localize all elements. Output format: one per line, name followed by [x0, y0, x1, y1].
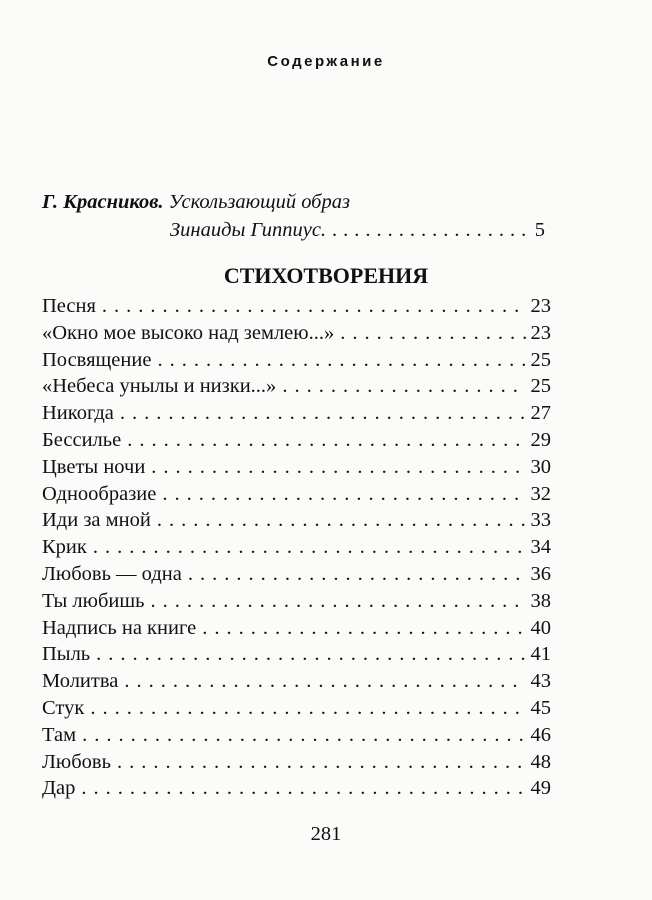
- toc-list: [42, 293, 551, 802]
- dot-leader: [150, 588, 525, 615]
- dot-leader: [340, 320, 525, 347]
- toc-entry[interactable]: [42, 615, 551, 642]
- toc-entry-title: Любовь: [42, 750, 111, 773]
- toc-entry-title: Стук: [42, 696, 85, 719]
- toc-entry-title: Пыль: [42, 643, 91, 666]
- toc-entry[interactable]: [42, 668, 551, 695]
- dot-leader: [117, 749, 526, 776]
- toc-entry-title: «Небеса унылы и низки...»: [42, 375, 277, 398]
- toc-entry-page: 32: [530, 482, 551, 505]
- toc-entry[interactable]: [42, 695, 551, 722]
- essay-line-2: [42, 216, 545, 244]
- dot-leader: [93, 534, 526, 561]
- toc-entry-title: Песня: [42, 295, 96, 317]
- toc-entry-title: Иди за мной: [42, 509, 151, 532]
- toc-entry-title: Надпись на книге: [42, 616, 197, 639]
- dot-leader: [82, 722, 525, 749]
- toc-entry-page: 41: [530, 643, 551, 666]
- toc-entry-page: 49: [530, 777, 551, 800]
- essay-author: Г. Красников.: [42, 191, 164, 213]
- toc-entry[interactable]: [42, 722, 551, 749]
- toc-entry[interactable]: [42, 641, 551, 668]
- toc-entry[interactable]: [42, 320, 551, 347]
- toc-entry[interactable]: [42, 427, 551, 454]
- dot-leader: [151, 454, 525, 481]
- toc-entry-title: Там: [42, 723, 77, 746]
- toc-entry-title: Молитва: [42, 670, 119, 693]
- toc-entry-page: 23: [530, 321, 551, 344]
- dot-leader: [124, 668, 525, 695]
- essay-title-part-1: Ускользающий образ: [168, 191, 350, 213]
- toc-entry[interactable]: [42, 588, 551, 615]
- toc-entry-title: Ты любишь: [42, 589, 145, 612]
- dot-leader: [81, 775, 525, 802]
- toc-entry-page: 34: [530, 536, 551, 559]
- essay-page-number: 5: [534, 219, 545, 241]
- dot-leader: [332, 216, 530, 244]
- dot-leader: [282, 373, 525, 400]
- toc-entry-title: Цветы ночи: [42, 455, 146, 478]
- toc-entry-page: 25: [530, 375, 551, 398]
- toc-entry[interactable]: [42, 534, 551, 561]
- toc-entry-title: Крик: [42, 536, 87, 559]
- toc-entry-page: 38: [530, 589, 551, 612]
- toc-entry[interactable]: [42, 373, 551, 400]
- dot-leader: [120, 400, 526, 427]
- dot-leader: [188, 561, 526, 588]
- toc-entry-page: 36: [530, 562, 551, 585]
- essay-title-part-2: Зинаиды Гиппиус.: [170, 219, 327, 241]
- toc-entry-page: 27: [530, 402, 551, 425]
- dot-leader: [202, 615, 525, 642]
- toc-entry[interactable]: [42, 400, 551, 427]
- page-number: 281: [310, 823, 342, 845]
- toc-entry-title: Бессилье: [42, 428, 122, 451]
- essay-line-1: [42, 188, 545, 216]
- toc-entry-title: «Окно мое высоко над землею...»: [42, 321, 335, 344]
- page-heading: Содержание: [267, 53, 385, 70]
- toc-entry-title: Однообразие: [42, 482, 157, 505]
- toc-entry-page: 40: [530, 616, 551, 639]
- toc-entry[interactable]: [42, 454, 551, 481]
- toc-entry-page: 43: [530, 670, 551, 693]
- toc-entry-title: Любовь — одна: [42, 562, 182, 585]
- toc-entry[interactable]: [42, 293, 551, 320]
- toc-entry-title: Дар: [42, 777, 76, 800]
- toc-entry-page: 30: [530, 455, 551, 478]
- toc-entry[interactable]: [42, 347, 551, 374]
- toc-entry[interactable]: [42, 507, 551, 534]
- toc-entry[interactable]: [42, 481, 551, 508]
- toc-entry-page: 46: [530, 723, 551, 746]
- essay-entry[interactable]: [42, 188, 545, 244]
- dot-leader: [127, 427, 525, 454]
- toc-entry[interactable]: [42, 775, 551, 802]
- toc-entry-page: 23: [530, 295, 551, 317]
- toc-entry-title: Посвящение: [42, 348, 152, 371]
- toc-entry-page: 25: [530, 348, 551, 371]
- toc-entry-title: Никогда: [42, 402, 114, 425]
- toc-entry-page: 29: [530, 428, 551, 451]
- section-title: СТИХОТВОРЕНИЯ: [223, 263, 429, 288]
- dot-leader: [157, 507, 526, 534]
- dot-leader: [162, 481, 525, 508]
- toc-entry-page: 45: [530, 696, 551, 719]
- toc-entry[interactable]: [42, 749, 551, 776]
- dot-leader: [157, 347, 525, 374]
- toc-entry-page: 33: [530, 509, 551, 532]
- toc-entry-page: 48: [530, 750, 551, 773]
- dot-leader: [102, 293, 526, 320]
- toc-entry[interactable]: [42, 561, 551, 588]
- dot-leader: [90, 695, 525, 722]
- dot-leader: [96, 641, 525, 668]
